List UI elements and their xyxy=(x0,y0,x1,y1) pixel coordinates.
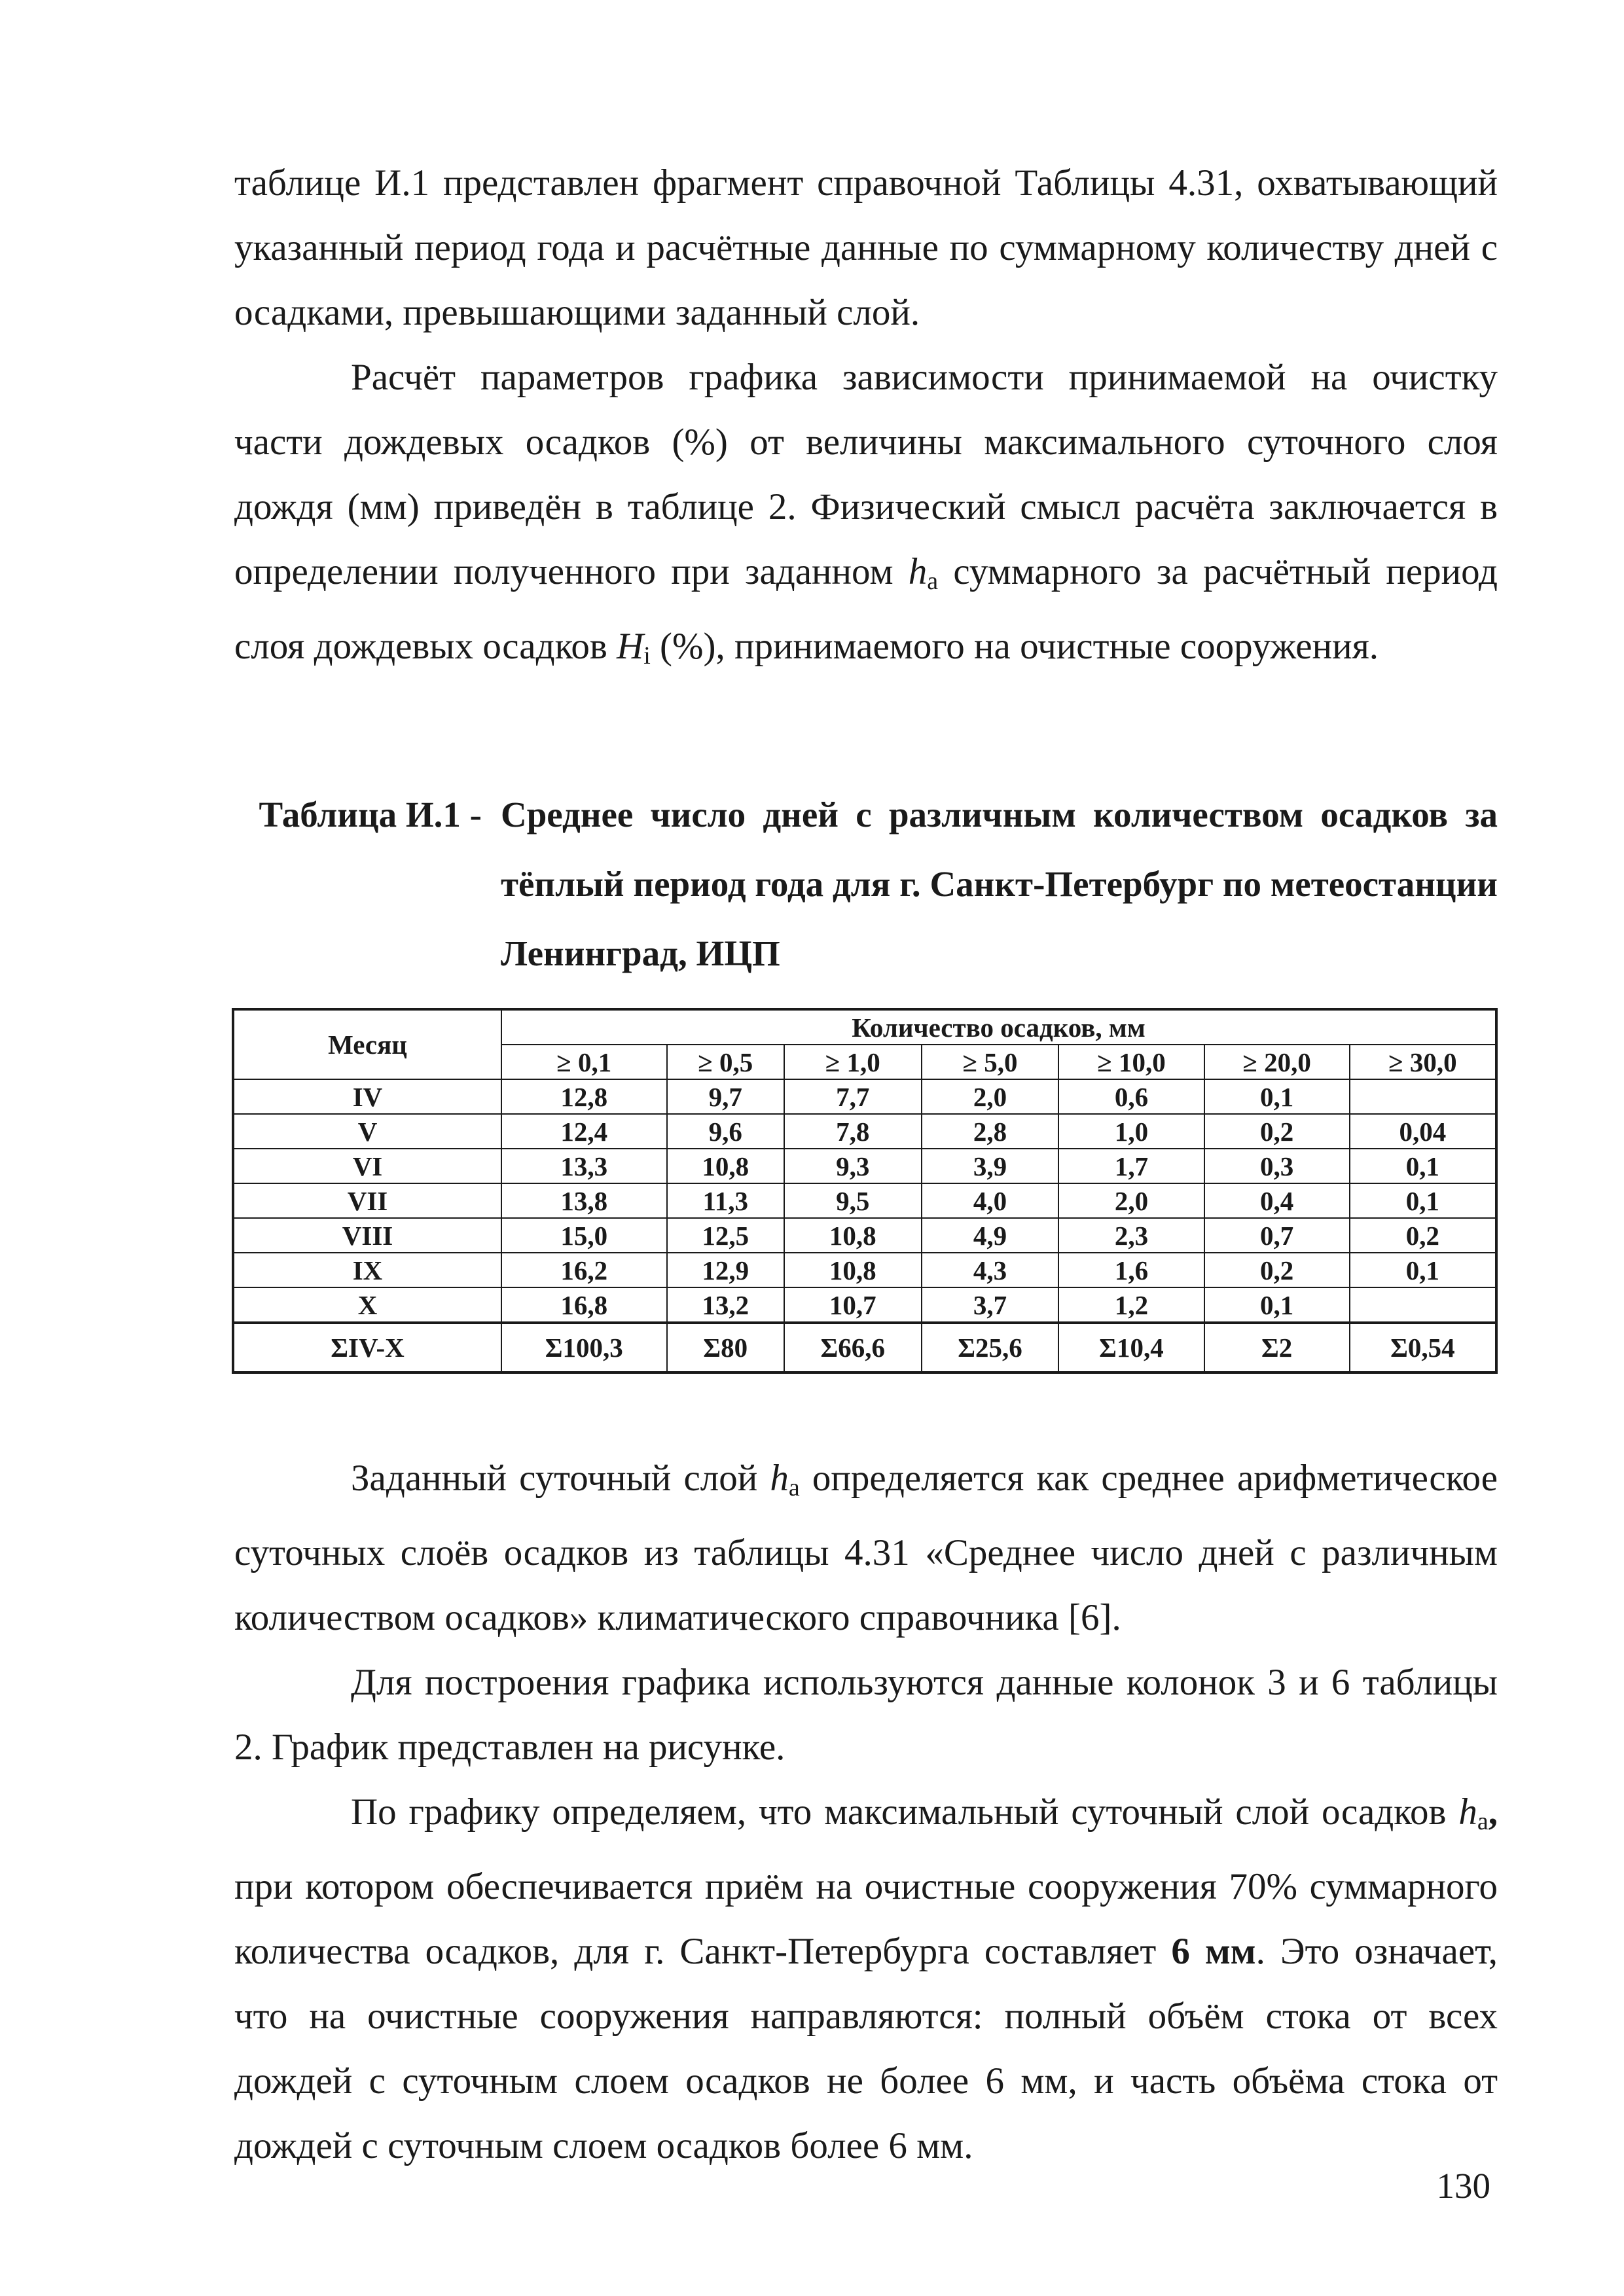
table-row xyxy=(233,1287,1496,1323)
precipitation-table xyxy=(232,1008,1498,1374)
value-cell: 1,0 xyxy=(1058,1114,1204,1149)
sum-row xyxy=(233,1323,1496,1372)
table-caption xyxy=(234,780,1498,988)
value-cell: 0,4 xyxy=(1204,1183,1350,1218)
month-cell: VI xyxy=(233,1149,501,1183)
value-cell: 0,1 xyxy=(1204,1287,1350,1323)
value-cell: 0,04 xyxy=(1350,1114,1496,1149)
value-cell: 10,8 xyxy=(784,1253,922,1287)
table-body xyxy=(233,1079,1496,1372)
paragraph-definition xyxy=(234,1446,1498,1650)
value-cell: 13,8 xyxy=(501,1183,667,1218)
subscript-a: a xyxy=(1477,1808,1489,1835)
variable-H: H xyxy=(617,626,644,667)
header-precipitation: Количество осадков, мм xyxy=(501,1009,1496,1045)
table-caption-label: Таблица И.1 - xyxy=(259,795,482,834)
variable-h: h xyxy=(770,1458,789,1499)
table-row xyxy=(233,1253,1496,1287)
value-cell: 1,6 xyxy=(1058,1253,1204,1287)
variable-h: h xyxy=(908,551,928,592)
value-cell: 13,2 xyxy=(667,1287,784,1323)
sum-value-cell: Σ0,54 xyxy=(1350,1323,1496,1372)
text-run: По графику определяем, что максимальный суточный слой осадков xyxy=(351,1791,1459,1833)
table-row xyxy=(233,1183,1496,1218)
subscript-i: i xyxy=(643,642,651,670)
text-run: Расчёт параметров графика зависимости принимаемой на очистку части дождевых осадков (%) от величины максимального суточного слоя дождя (мм) приведён в таблице 2. Физический смысл расчёта заключается в определении полученного при заданном xyxy=(234,357,1498,592)
value-cell: 16,2 xyxy=(501,1253,667,1287)
value-cell: 2,0 xyxy=(922,1079,1059,1114)
value-cell: 2,0 xyxy=(1058,1183,1204,1218)
paragraph-graph: Для построения графика используются данные колонок 3 и 6 таблицы 2. График представлен на рисунке. xyxy=(234,1662,1498,1768)
value-cell: 0,2 xyxy=(1204,1114,1350,1149)
text-run: суммарного за расчётный период слоя дождевых осадков xyxy=(234,551,1498,667)
value-cell: 10,8 xyxy=(667,1149,784,1183)
value-cell: 12,4 xyxy=(501,1114,667,1149)
month-cell: VII xyxy=(233,1183,501,1218)
value-cell: 0,3 xyxy=(1204,1149,1350,1183)
value-cell: 12,8 xyxy=(501,1079,667,1114)
value-cell: 0,7 xyxy=(1204,1218,1350,1253)
value-cell: 0,6 xyxy=(1058,1079,1204,1114)
paragraph-intro: таблице И.1 представлен фрагмент справочной Таблицы 4.31, охватывающий указанный период года и расчётные данные по суммарному количеству дней с осадками, превышающими заданный слой. xyxy=(234,162,1498,333)
paragraph-conclusion xyxy=(234,1780,1498,2178)
month-cell: IX xyxy=(233,1253,501,1287)
subscript-a: a xyxy=(788,1474,800,1501)
value-cell: 4,9 xyxy=(922,1218,1059,1253)
sum-label-cell: ΣIV-X xyxy=(233,1323,501,1372)
value-cell: 7,8 xyxy=(784,1114,922,1149)
value-cell: 7,7 xyxy=(784,1079,922,1114)
text-run: Заданный суточный слой xyxy=(351,1458,770,1499)
month-cell: V xyxy=(233,1114,501,1149)
value-cell: 0,1 xyxy=(1350,1149,1496,1183)
column-header: ≥ 20,0 xyxy=(1204,1045,1350,1079)
value-cell: 11,3 xyxy=(667,1183,784,1218)
value-cell xyxy=(1350,1287,1496,1323)
value-cell: 12,9 xyxy=(667,1253,784,1287)
value-cell: 3,7 xyxy=(922,1287,1059,1323)
column-header: ≥ 0,1 xyxy=(501,1045,667,1079)
value-cell: 10,7 xyxy=(784,1287,922,1323)
value-bold: 6 мм xyxy=(1171,1931,1256,1972)
month-cell: IV xyxy=(233,1079,501,1114)
table-row xyxy=(233,1114,1496,1149)
text-run: определяется как среднее арифметическое суточных слоёв осадков из таблицы 4.31 «Среднее число дней с различным количеством осадков» климатического справочника [6]. xyxy=(234,1458,1498,1638)
value-cell: 9,6 xyxy=(667,1114,784,1149)
header-month: Месяц xyxy=(233,1009,501,1079)
value-cell: 3,9 xyxy=(922,1149,1059,1183)
document-page xyxy=(234,151,1498,2178)
table-row xyxy=(233,1079,1496,1114)
value-cell: 12,5 xyxy=(667,1218,784,1253)
column-header: ≥ 10,0 xyxy=(1058,1045,1204,1079)
value-cell: 0,1 xyxy=(1350,1183,1496,1218)
value-cell: 10,8 xyxy=(784,1218,922,1253)
value-cell: 0,1 xyxy=(1204,1079,1350,1114)
text-run: при котором обеспечивается приём на очистные сооружения 70% суммарного количества осадков, для г. Санкт-Петербурга составляет xyxy=(234,1866,1498,1972)
value-cell: 0,2 xyxy=(1350,1218,1496,1253)
column-header: ≥ 1,0 xyxy=(784,1045,922,1079)
value-cell: 9,3 xyxy=(784,1149,922,1183)
sum-value-cell: Σ100,3 xyxy=(501,1323,667,1372)
variable-h: h xyxy=(1458,1791,1477,1833)
sum-value-cell: Σ2 xyxy=(1204,1323,1350,1372)
value-cell: 15,0 xyxy=(501,1218,667,1253)
value-cell: 1,7 xyxy=(1058,1149,1204,1183)
table-row xyxy=(233,1149,1496,1183)
column-header: ≥ 30,0 xyxy=(1350,1045,1496,1079)
value-cell: 9,7 xyxy=(667,1079,784,1114)
value-cell: 13,3 xyxy=(501,1149,667,1183)
value-cell: 2,8 xyxy=(922,1114,1059,1149)
value-cell: 4,0 xyxy=(922,1183,1059,1218)
table-row xyxy=(233,1218,1496,1253)
month-cell: VIII xyxy=(233,1218,501,1253)
value-cell: 0,1 xyxy=(1350,1253,1496,1287)
text-run: . Это означает, что на очистные сооружения направляются: полный объём стока от всех дождей с суточным слоем осадков не более 6 мм, и часть объёма стока от дождей с суточным слоем осадков более 6 мм. xyxy=(234,1931,1498,2166)
sum-value-cell: Σ10,4 xyxy=(1058,1323,1204,1372)
sum-value-cell: Σ66,6 xyxy=(784,1323,922,1372)
sum-value-cell: Σ80 xyxy=(667,1323,784,1372)
column-header: ≥ 5,0 xyxy=(922,1045,1059,1079)
table-caption-text: Среднее число дней с различным количеством осадков за тёплый период года для г. Санкт-Петербург по метеостанции Ленинград, ИЦП xyxy=(501,795,1498,973)
value-cell: 1,2 xyxy=(1058,1287,1204,1323)
sum-value-cell: Σ25,6 xyxy=(922,1323,1059,1372)
value-cell: 16,8 xyxy=(501,1287,667,1323)
value-cell: 4,3 xyxy=(922,1253,1059,1287)
value-cell: 0,2 xyxy=(1204,1253,1350,1287)
subscript-a: a xyxy=(927,567,939,595)
month-cell: X xyxy=(233,1287,501,1323)
value-cell: 9,5 xyxy=(784,1183,922,1218)
column-header: ≥ 0,5 xyxy=(667,1045,784,1079)
comma: , xyxy=(1488,1791,1498,1833)
value-cell: 2,3 xyxy=(1058,1218,1204,1253)
text-run: (%), принимаемого на очистные сооружения. xyxy=(650,626,1379,667)
page-number: 130 xyxy=(1436,2166,1490,2206)
paragraph-calculation xyxy=(234,345,1498,689)
value-cell xyxy=(1350,1079,1496,1114)
